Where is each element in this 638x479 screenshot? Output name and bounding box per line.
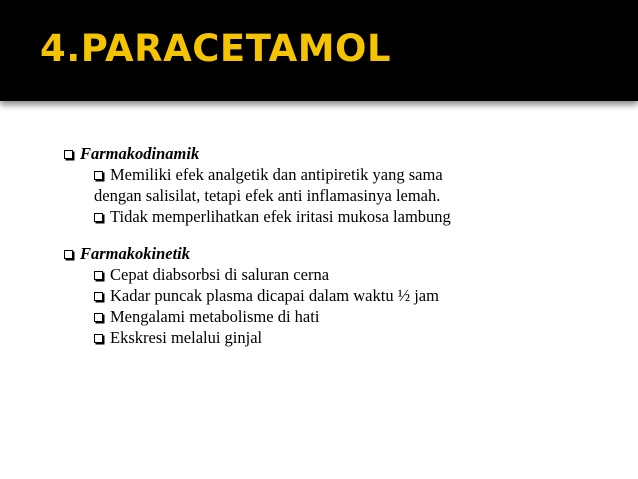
square-bullet-icon (94, 334, 104, 344)
square-bullet-icon (94, 213, 104, 223)
list-item: Memiliki efek analgetik dan antipiretik yang sama (64, 164, 624, 185)
list-item-continuation: dengan salisilat, tetapi efek anti inflamasinya lemah. (94, 186, 441, 205)
slide-body (64, 143, 624, 348)
square-bullet-icon (94, 271, 104, 281)
square-bullet-icon (94, 292, 104, 302)
slide-title: 4.PARACETAMOL (40, 27, 392, 70)
title-bar (0, 0, 638, 101)
list-item: Tidak memperlihatkan efek iritasi mukosa lambung (64, 206, 624, 227)
list-item: Mengalami metabolisme di hati (64, 306, 624, 327)
list-item: Kadar puncak plasma dicapai dalam waktu ½ jam (64, 285, 624, 306)
square-bullet-icon (94, 313, 104, 323)
list-item: Ekskresi melalui ginjal (64, 327, 624, 348)
square-bullet-icon (64, 150, 74, 160)
section-spacer (64, 227, 624, 243)
square-bullet-icon (64, 250, 74, 260)
list-item: Cepat diabsorbsi di saluran cerna (64, 264, 624, 285)
section-heading-farmakokinetik: Farmakokinetik (64, 243, 624, 264)
square-bullet-icon (94, 171, 104, 181)
section-heading-farmakodinamik: Farmakodinamik (64, 143, 624, 164)
